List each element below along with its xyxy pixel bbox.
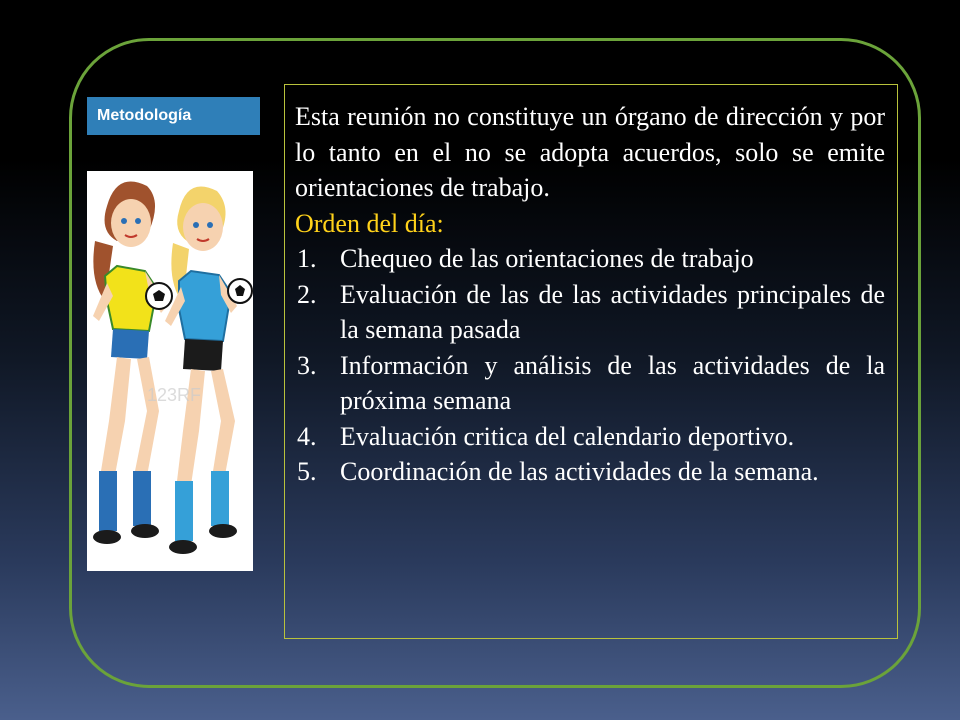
- agenda-item-text: Evaluación de las de las actividades principales de la semana pasada: [340, 279, 885, 344]
- girls-playing-soccer-icon: [87, 171, 253, 571]
- soccer-ball-right: [228, 279, 252, 303]
- illustration-watermark: 123RF: [147, 385, 202, 405]
- agenda-item-number: 5.: [297, 457, 317, 486]
- agenda-item-text: Coordinación de las actividades de la semana.: [340, 457, 819, 486]
- agenda-item: [295, 241, 885, 277]
- agenda-item-number: 4.: [297, 421, 317, 451]
- agenda-item-number: 2.: [297, 279, 317, 309]
- right-girl-figure: [165, 187, 237, 555]
- soccer-ball-left: [146, 283, 172, 309]
- agenda-item: [295, 419, 885, 455]
- intro-paragraph: Esta reunión no constituye un órgano de dirección y por lo tanto en el no se adopta acuerdos, solo se emite orientaciones de trabajo.: [295, 102, 885, 202]
- agenda-item: [295, 454, 885, 490]
- agenda-item-text: Evaluación critica del calendario deportivo.: [340, 421, 795, 451]
- agenda-list: [295, 241, 885, 490]
- agenda-item: [295, 277, 885, 348]
- content-text-box: [284, 84, 898, 639]
- section-tag: Metodología: [87, 97, 260, 135]
- agenda-item-text: Chequeo de las orientaciones de trabajo: [340, 244, 754, 273]
- left-girl-figure: [93, 182, 167, 545]
- agenda-heading: Orden del día:: [295, 208, 444, 238]
- agenda-item-number: 3.: [297, 350, 317, 380]
- soccer-girls-illustration: [87, 171, 253, 571]
- agenda-item: [295, 348, 885, 419]
- agenda-item-text: Información y análisis de las actividades de la próxima semana: [340, 350, 885, 415]
- agenda-item-number: 1.: [297, 244, 317, 273]
